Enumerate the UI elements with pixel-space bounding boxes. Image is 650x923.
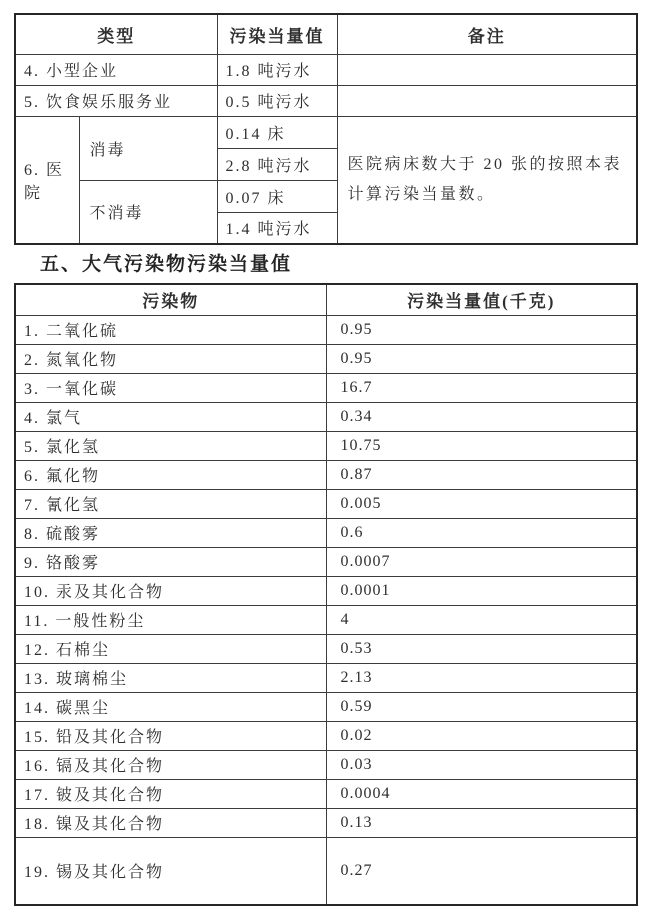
note-cell — [337, 85, 637, 116]
pollutant-name-cell: 10. 汞及其化合物 — [15, 576, 326, 605]
table-header-row — [15, 284, 637, 315]
water-pollutant-table — [14, 13, 638, 245]
pollutant-name-cell: 11. 一般性粉尘 — [15, 605, 326, 634]
table-row — [15, 808, 637, 837]
table-row — [15, 489, 637, 518]
table-row — [15, 54, 637, 85]
table-row — [15, 837, 637, 905]
note-cell — [337, 54, 637, 85]
pollutant-value-cell: 10.75 — [326, 431, 637, 460]
pollutant-value-cell: 0.0001 — [326, 576, 637, 605]
value-cell: 2.8 吨污水 — [217, 148, 337, 180]
table-row — [15, 663, 637, 692]
table-row — [15, 431, 637, 460]
pollutant-name-cell: 16. 镉及其化合物 — [15, 750, 326, 779]
hospital-note-cell: 医院病床数大于 20 张的按照本表计算污染当量数。 — [337, 116, 637, 244]
pollutant-value-cell: 0.95 — [326, 344, 637, 373]
table-row — [15, 315, 637, 344]
value-cell: 1.4 吨污水 — [217, 212, 337, 244]
pollutant-value-cell: 0.0004 — [326, 779, 637, 808]
pollutant-value-cell: 2.13 — [326, 663, 637, 692]
pollutant-value-cell: 0.6 — [326, 518, 637, 547]
disinfect-label-cell: 消毒 — [79, 116, 217, 180]
table-row — [15, 779, 637, 808]
pollutant-value-cell: 0.0007 — [326, 547, 637, 576]
air-pollutant-table — [14, 283, 638, 906]
header-remark: 备注 — [337, 14, 637, 54]
no-disinfect-label-cell: 不消毒 — [79, 180, 217, 244]
table-row — [15, 85, 637, 116]
table-row — [15, 518, 637, 547]
pollutant-value-cell: 0.13 — [326, 808, 637, 837]
pollutant-value-cell: 0.27 — [326, 837, 637, 905]
value-cell: 1.8 吨污水 — [217, 54, 337, 85]
header-equivalent-value-kg: 污染当量值(千克) — [326, 284, 637, 315]
value-cell: 0.14 床 — [217, 116, 337, 148]
table-row — [15, 605, 637, 634]
pollutant-value-cell: 0.02 — [326, 721, 637, 750]
pollutant-value-cell: 0.87 — [326, 460, 637, 489]
pollutant-value-cell: 0.95 — [326, 315, 637, 344]
pollutant-name-cell: 13. 玻璃棉尘 — [15, 663, 326, 692]
value-cell: 0.5 吨污水 — [217, 85, 337, 116]
pollutant-name-cell: 2. 氮氧化物 — [15, 344, 326, 373]
header-type: 类型 — [15, 14, 217, 54]
type-cell: 5. 饮食娱乐服务业 — [15, 85, 217, 116]
hospital-type-cell: 6. 医院 — [15, 116, 79, 244]
table-row — [15, 692, 637, 721]
pollutant-value-cell: 4 — [326, 605, 637, 634]
pollutant-name-cell: 1. 二氧化硫 — [15, 315, 326, 344]
table-row — [15, 344, 637, 373]
table-row — [15, 634, 637, 663]
pollutant-name-cell: 15. 铅及其化合物 — [15, 721, 326, 750]
pollutant-value-cell: 16.7 — [326, 373, 637, 402]
pollutant-name-cell: 6. 氟化物 — [15, 460, 326, 489]
pollutant-value-cell: 0.59 — [326, 692, 637, 721]
pollutant-name-cell: 4. 氯气 — [15, 402, 326, 431]
pollutant-name-cell: 3. 一氧化碳 — [15, 373, 326, 402]
table-row — [15, 373, 637, 402]
table-row — [15, 460, 637, 489]
pollutant-name-cell: 9. 铬酸雾 — [15, 547, 326, 576]
pollutant-name-cell: 17. 铍及其化合物 — [15, 779, 326, 808]
pollutant-name-cell: 8. 硫酸雾 — [15, 518, 326, 547]
table-row — [15, 116, 637, 148]
pollutant-name-cell: 7. 氰化氢 — [15, 489, 326, 518]
table-row — [15, 547, 637, 576]
table-header-row — [15, 14, 637, 54]
pollutant-value-cell: 0.34 — [326, 402, 637, 431]
table-row — [15, 721, 637, 750]
section-heading: 五、大气污染物污染当量值 — [40, 254, 293, 275]
pollutant-value-cell: 0.03 — [326, 750, 637, 779]
table-row — [15, 576, 637, 605]
header-equivalent-value: 污染当量值 — [217, 14, 337, 54]
pollutant-value-cell: 0.005 — [326, 489, 637, 518]
pollutant-name-cell: 5. 氯化氢 — [15, 431, 326, 460]
value-cell: 0.07 床 — [217, 180, 337, 212]
pollutant-value-cell: 0.53 — [326, 634, 637, 663]
type-cell: 4. 小型企业 — [15, 54, 217, 85]
pollutant-name-cell: 12. 石棉尘 — [15, 634, 326, 663]
table-row — [15, 402, 637, 431]
pollutant-name-cell: 19. 锡及其化合物 — [15, 837, 326, 905]
pollutant-name-cell: 14. 碳黑尘 — [15, 692, 326, 721]
table-row — [15, 750, 637, 779]
pollutant-name-cell: 18. 镍及其化合物 — [15, 808, 326, 837]
header-pollutant: 污染物 — [15, 284, 326, 315]
